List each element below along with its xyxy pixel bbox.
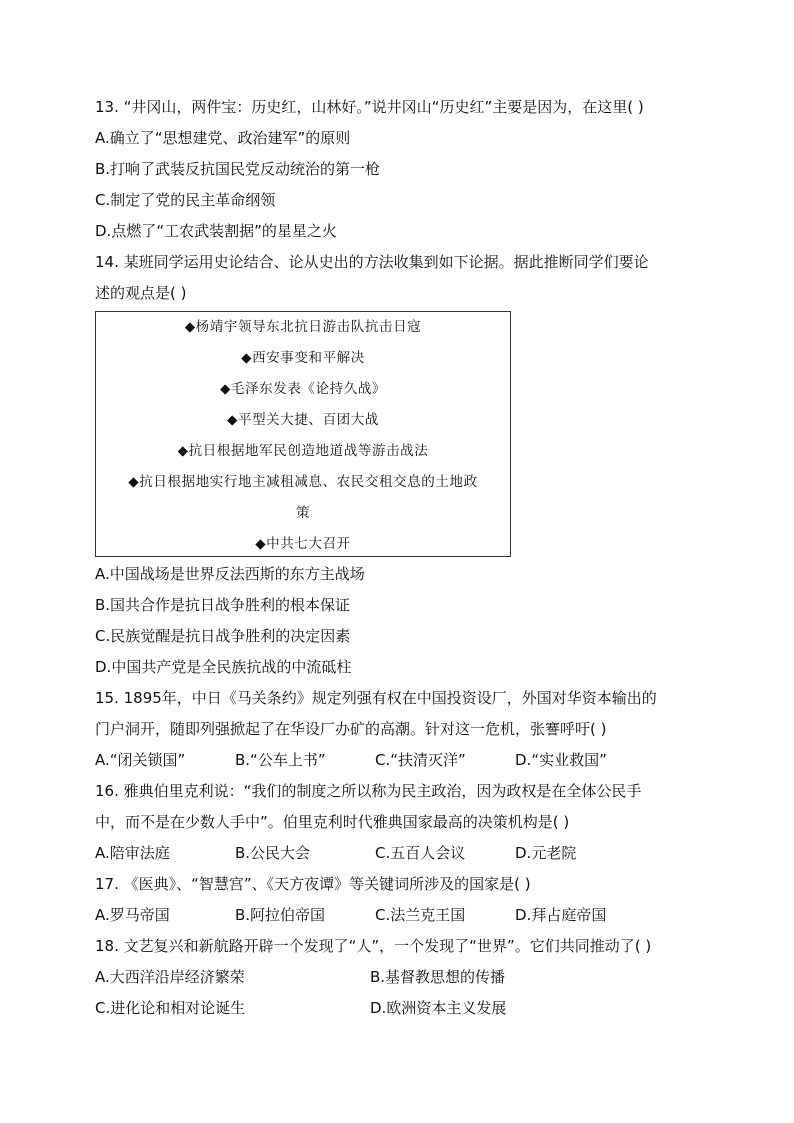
option-a: A.“闭关锁国” [95,751,186,769]
option-c: C.法兰克王国 [375,906,466,924]
option-a: A.确立了“思想建党、政治建军”的原则 [95,129,351,147]
option-b: B.公民大会 [235,844,311,862]
option-a: A.陪审法庭 [95,844,170,862]
question-17 [95,869,705,931]
evidence-box [95,311,511,557]
option-d: D.中国共产党是全民族抗战的中流砥柱 [95,658,352,676]
evidence-item: ◆抗日根据地军民创造地道战等游击战法 [177,443,429,459]
evidence-item: ◆中共七大召开 [255,536,351,552]
options-row [95,993,705,1024]
exam-page [95,92,705,1024]
options-row [95,838,705,869]
question-stem-cont: 中，而不是在少数人手中”。伯里克利时代雅典国家最高的决策机构是( ) [95,813,570,831]
question-15 [95,683,705,776]
options-row [95,900,705,931]
question-stem: 14. 某班同学运用史论结合、论从史出的方法收集到如下论据。据此推断同学们要论 [95,253,649,271]
question-13 [95,92,705,247]
option-c: C.五百人会议 [375,844,466,862]
option-d: D.欧洲资本主义发展 [370,999,507,1017]
option-b: B.阿拉伯帝国 [235,906,326,924]
option-a: A.大西洋沿岸经济繁荣 [95,968,245,986]
option-b: B.“公车上书” [235,751,326,769]
option-b: B.基督教思想的传播 [370,968,506,986]
evidence-item: ◆西安事变和平解决 [241,350,365,366]
options-row [95,745,705,776]
option-b: B.国共合作是抗日战争胜利的根本保证 [95,596,351,614]
option-d: D.“实业救国” [515,751,607,769]
question-stem: 17. 《医典》、“智慧宫”、《天方夜谭》等关键词所涉及的国家是( ) [95,875,531,893]
option-d: D.拜占庭帝国 [515,906,607,924]
question-stem: 13. “井冈山，两件宝：历史红，山林好。”说井冈山“历史红”主要是因为，在这里( ) [95,98,644,116]
options-row [95,962,705,993]
evidence-item: ◆抗日根据地实行地主减租减息、农民交租交息的土地政 [128,474,478,490]
option-c: C.“扶清灭洋” [375,751,466,769]
question-stem: 16. 雅典伯里克利说：“我们的制度之所以称为民主政治，因为政权是在全体公民手 [95,782,642,800]
option-d: D.元老院 [515,844,577,862]
question-stem-cont: 门户洞开，随即列强掀起了在华设厂办矿的高潮。针对这一危机，张謇呼吁( ) [95,720,607,738]
question-stem-cont: 述的观点是( ) [95,284,187,302]
evidence-item: ◆毛泽东发表《论持久战》 [219,381,387,397]
option-c: C.民族觉醒是抗日战争胜利的决定因素 [95,627,351,645]
question-16 [95,776,705,869]
option-d: D.点燃了“工农武装割据”的星星之火 [95,222,337,240]
evidence-item: ◆平型关大捷、百团大战 [227,412,379,428]
option-b: B.打响了武装反抗国民党反动统治的第一枪 [95,160,381,178]
option-c: C.进化论和相对论诞生 [95,999,246,1017]
option-a: A.罗马帝国 [95,906,170,924]
question-stem: 15. 1895年，中日《马关条约》规定列强有权在中国投资设厂，外国对华资本输出的 [95,689,657,707]
question-18 [95,931,705,1024]
evidence-item: ◆杨靖宇领导东北抗日游击队抗击日寇 [184,319,422,335]
option-c: C.制定了党的民主革命纲领 [95,191,276,209]
question-14 [95,247,705,683]
evidence-item-cont: 策 [295,505,311,521]
option-a: A.中国战场是世界反法西斯的东方主战场 [95,565,365,583]
question-stem: 18. 文艺复兴和新航路开辟一个发现了“人”，一个发现了“世界”。它们共同推动了( ) [95,937,652,955]
